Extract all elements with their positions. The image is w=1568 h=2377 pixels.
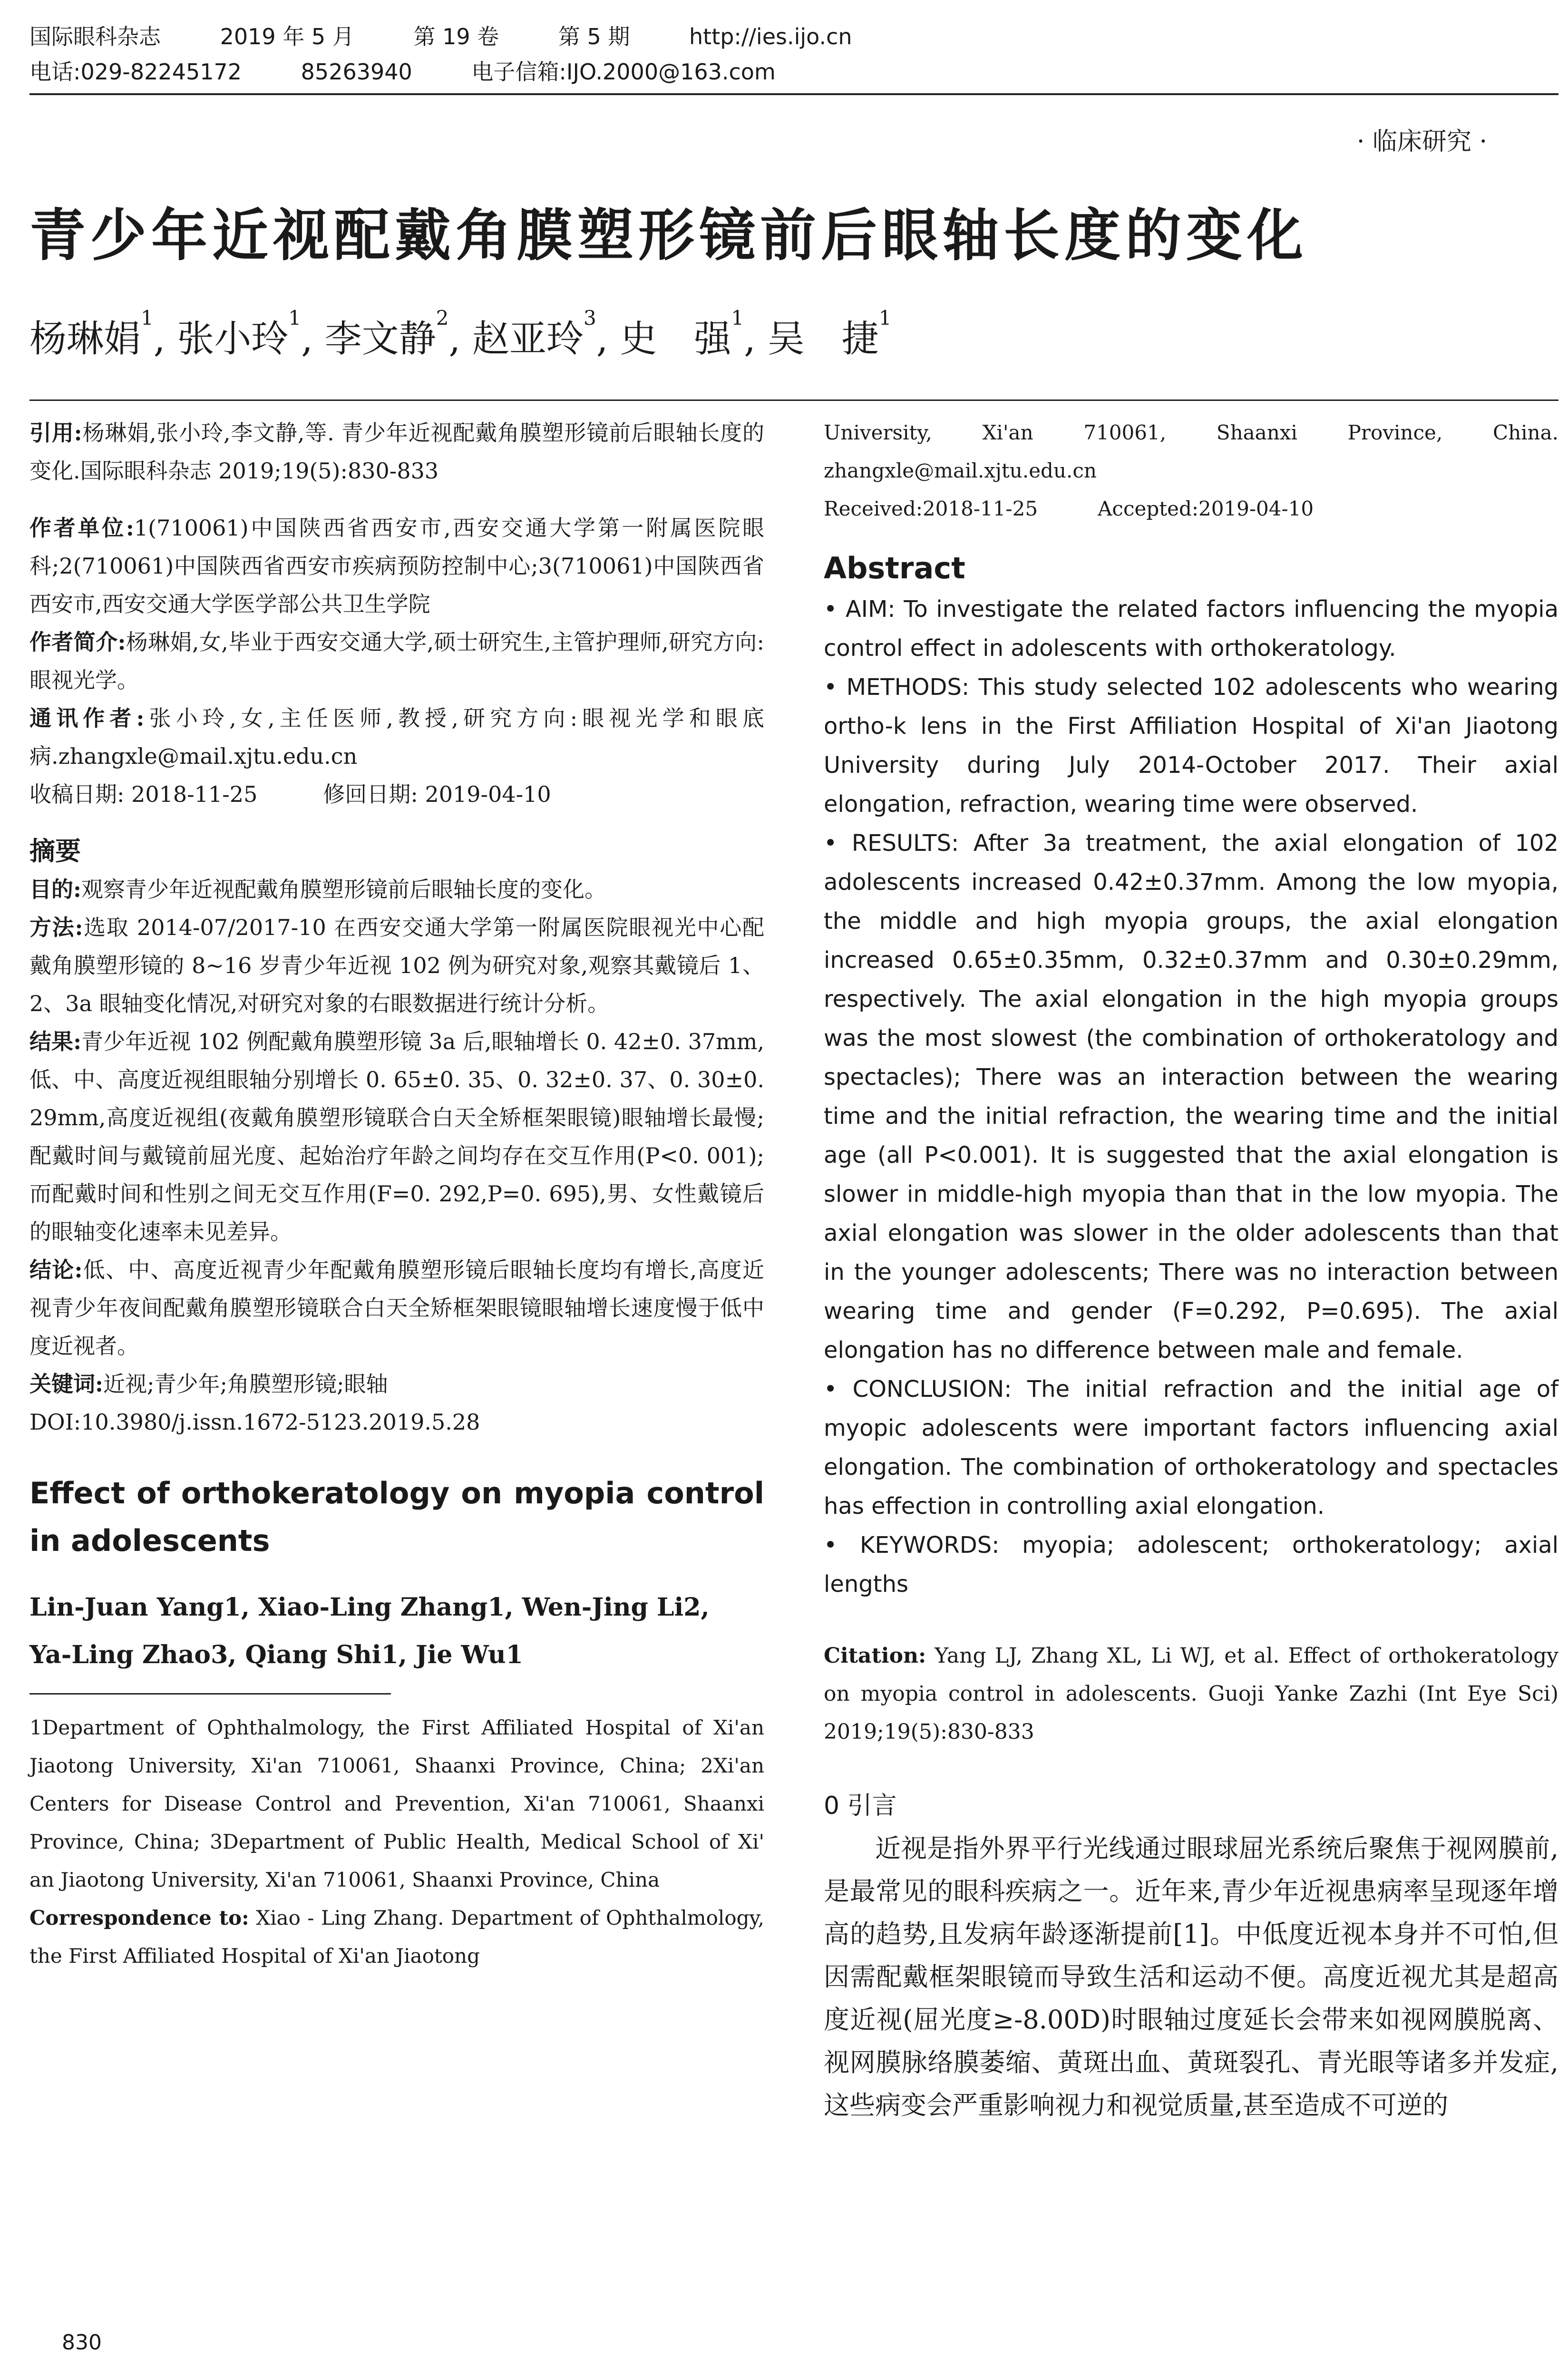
intro-paragraph: 近视是指外界平行光线通过眼球屈光系统后聚焦于视网膜前,是最常见的眼科疾病之一。近年来,青少年近视患病率呈现逐年增高的趋势,且发病年龄逐渐提前[1]。中低度近视本身并不可怕,但因需配戴框架眼镜而导致生活和运动不便。高度近视尤其是超高度近视(屈光度≥-8.00D)时眼轴过度延长会带来如视网膜脱离、视网膜脉络膜萎缩、黄斑出血、黄斑裂孔、青光眼等诸多并发症,这些病变会严重影响视力和视觉质量,甚至造成不可逆的 <box>824 1833 1558 2120</box>
journal-email[interactable]: 电子信箱:IJO.2000@163.com <box>471 59 776 85</box>
english-authors-line-2: Ya-Ling Zhao3, Qiang Shi1, Jie Wu1 <box>29 1640 523 1669</box>
issue: 第 5 期 <box>558 24 630 49</box>
dates-en: Received:2018-11-25 Accepted:2019-04-10 <box>824 497 1314 520</box>
volume: 第 19 卷 <box>413 24 499 49</box>
author-affil-mark: 2 <box>436 306 449 330</box>
article-title: 青少年近视配戴角膜塑形镜前后眼轴长度的变化 <box>29 203 1308 268</box>
abstract-methods-en: • METHODS: This study selected 102 adolescents who wearing ortho-k lens in the First Affiliation Hospital of Xi'an Jiaotong University during July 2014-October 2017. Their axial elongation, refraction, wearing time were observed. <box>824 674 1558 818</box>
intro-heading: 0 引言 <box>824 1792 897 1820</box>
abstract-heading-en: Abstract <box>824 551 965 585</box>
corresponding-author: 通讯作者:张小玲,女,主任医师,教授,研究方向:眼视光学和眼底病.zhangxle@mail.xjtu.edu.cn <box>29 705 764 769</box>
author-affil-mark: 1 <box>731 306 744 330</box>
footnote-rule <box>29 1693 391 1695</box>
abstract-conclusion-zh: 结论:低、中、高度近视青少年配戴角膜塑形镜后眼轴长度均有增长,高度近视青少年夜间配戴角膜塑形镜联合白天全矫框架眼镜眼轴增长速度慢于低中度近视者。 <box>29 1257 765 1359</box>
author: 史 强 <box>620 318 731 360</box>
author-list: 杨琳娟$^1$, 张小玲$^1$, 李文静$^2$, 赵亚玲$^3$, 史 强$^1$, 吴 捷$^1$ <box>29 306 892 360</box>
abstract-methods-zh: 方法:选取 2014-07/2017-10 在西安交通大学第一附属医院眼视光中心配戴角膜塑形镜的 8~16 岁青少年近视 102 例为研究对象,观察其戴镜后 1、2、3a 眼轴变化情况,对研究对象的右眼数据进行统计分析。 <box>29 915 764 1016</box>
dates-zh: 收稿日期: 2018-11-25 修回日期: 2019-04-10 <box>29 781 551 807</box>
author: 张小玲 <box>177 318 289 360</box>
title-rule <box>29 399 1558 401</box>
citation-zh: 引用:杨琳娟,张小玲,李文静,等. 青少年近视配戴角膜塑形镜前后眼轴长度的变化.国际眼科杂志 2019;19(5):830-833 <box>29 420 764 484</box>
abstract-heading-zh: 摘要 <box>29 836 81 866</box>
right-column <box>824 414 1558 2127</box>
english-authors-line-1: Lin-Juan Yang1, Xiao-Ling Zhang1, Wen-Jing Li2, <box>29 1593 710 1622</box>
abstract-aim-zh: 目的:观察青少年近视配戴角膜塑形镜前后眼轴长度的变化。 <box>29 877 606 902</box>
abstract-results-zh: 结果:青少年近视 102 例配戴角膜塑形镜 3a 后,眼轴增长 0. 42±0. 37mm,低、中、高度近视组眼轴分别增长 0. 65±0. 35、0. 32±0. 37、0. 30±0. 29mm,高度近视组(夜戴角膜塑形镜联合白天全矫框架眼镜)眼轴增长最慢;配戴时间与戴镜前屈光度、起始治疗年龄之间均存在交互作用(P<0. 001);而配戴时间和性别之间无交互作用(F=0. 292,P=0. 695),男、女性戴镜后的眼轴变化速率未见差异。 <box>29 1029 765 1245</box>
author: 杨琳娟 <box>29 318 141 360</box>
correspondence-continued: University, Xi'an 710061, Shaanxi Province, China. zhangxle@mail.xjtu.edu.cn <box>824 421 1558 482</box>
author: 李文静 <box>324 318 436 360</box>
citation-en: Citation: Yang LJ, Zhang XL, Li WJ, et al. Effect of orthokeratology on myopia control in adolescents. Guoji Yanke Zazhi (Int Eye Sci) 2019;19(5):830-833 <box>824 1644 1558 1744</box>
english-correspondence: Correspondence to: Xiao - Ling Zhang. Department of Ophthalmology, the First Affiliated Hospital of Xi'an Jiaotong <box>29 1906 764 1968</box>
journal-name: 国际眼科杂志 <box>29 24 161 49</box>
issue-date: 2019 年 5 月 <box>220 24 354 49</box>
left-column <box>29 414 764 1975</box>
doi[interactable]: DOI:10.3980/j.issn.1672-5123.2019.5.28 <box>29 1409 480 1435</box>
phone: 电话:029-82245172 <box>29 59 242 85</box>
author: 吴 捷 <box>767 318 879 360</box>
author-units: 作者单位:1(710061)中国陕西省西安市,西安交通大学第一附属医院眼科;2(710061)中国陕西省西安市疾病预防控制中心;3(710061)中国陕西省西安市,西安交通大学医学部公共卫生学院 <box>29 515 764 617</box>
journal-url[interactable]: http://ies.ijo.cn <box>689 24 852 49</box>
author-affil-mark: 1 <box>141 306 154 330</box>
abstract-conclusion-en: • CONCLUSION: The initial refraction and the initial age of myopic adolescents were important factors influencing axial elongation. The combination of orthokeratology and spectacles has effection in controlling axial elongation. <box>824 1376 1558 1520</box>
phone-2: 85263940 <box>301 59 412 85</box>
author-affil-mark: 1 <box>288 306 302 330</box>
section-tag: · 临床研究 · <box>1356 127 1487 156</box>
author: 赵亚玲 <box>472 318 584 360</box>
author-affil-mark: 1 <box>878 306 892 330</box>
page-number: 830 <box>62 2330 102 2355</box>
keywords-en: • KEYWORDS: myopia; adolescent; orthokeratology; axial lengths <box>824 1532 1559 1598</box>
abstract-results-en: • RESULTS: After 3a treatment, the axial elongation of 102 adolescents increased 0.42±0.37mm. Among the low myopia, the middle and high myopia groups, the axial elongation increased 0.65±0.35mm, 0.32±0.37mm and 0.30±0.29mm, respectively. The axial elongation in the high myopia groups was the most slowest (the combination of orthokeratology and spectacles); There was an interaction between the wearing time and the initial refraction, the wearing time and the initial age (all P<0.001). It is suggested that the axial elongation is slower in middle-high myopia than that in the low myopia. The axial elongation was slower in the older adolescents than that in the younger adolescents; There was no interaction between wearing time and gender (F=0.292, P=0.695). The axial elongation has no difference between male and female. <box>824 830 1559 1364</box>
running-header <box>29 19 1551 89</box>
header-rule <box>29 93 1558 95</box>
english-affiliations: 1Department of Ophthalmology, the First Affiliated Hospital of Xi'an Jiaotong University, Xi'an 710061, Shaanxi Province, China; 2Xi'an Centers for Disease Control and Prevention, Xi'an 710061, Shaanxi Province, China; 3Department of Public Health, Medical School of Xi' an Jiaotong University, Xi'an 710061, Shaanxi Province, China <box>29 1716 764 1891</box>
author-bio: 作者简介:杨琳娟,女,毕业于西安交通大学,硕士研究生,主管护理师,研究方向:眼视光学。 <box>29 629 765 693</box>
author-affil-mark: 3 <box>584 306 596 330</box>
keywords-zh: 关键词:近视;青少年;角膜塑形镜;眼轴 <box>29 1371 388 1397</box>
abstract-aim-en: • AIM: To investigate the related factors influencing the myopia control effect in adolescents with orthokeratology. <box>824 596 1559 662</box>
english-title: Effect of orthokeratology on myopia control in adolescents <box>29 1476 764 1558</box>
